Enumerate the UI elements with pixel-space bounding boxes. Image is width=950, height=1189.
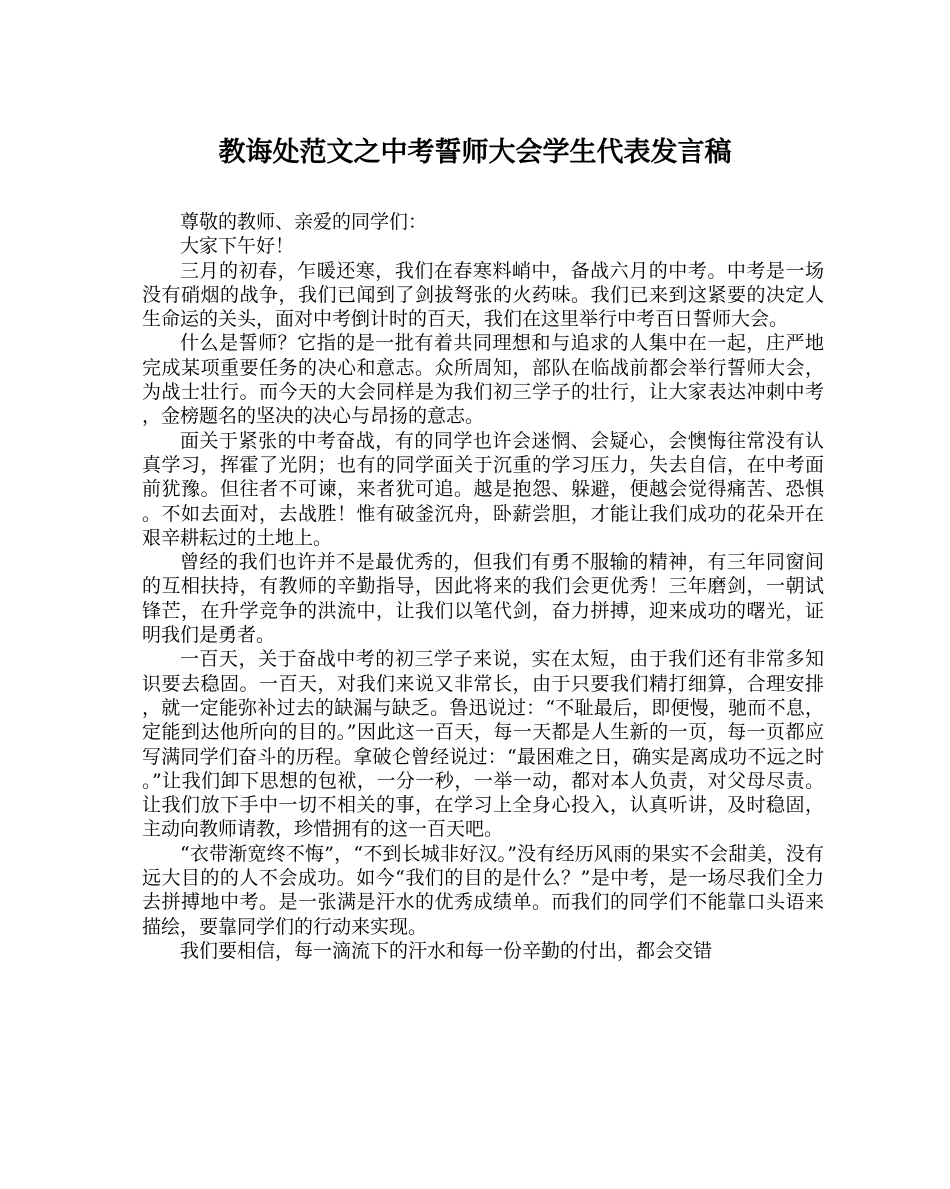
paragraph-past-selves: 曾经的我们也许并不是最优秀的，但我们有勇不服输的精神，有三年同窗间的互相扶持，有教师的辛勤指导，因此将来的我们会更优秀！三年磨剑，一朝试锋芒，在升学竞争的洪流中，让我们以笔代剑，奋力拼搏，迎来成功的曙光，证明我们是勇者。 xyxy=(142,551,824,647)
paragraph-goal: “衣带渐宽终不悔”，“不到长城非好汉。”没有经历风雨的果实不会甜美，没有远大目的的人不会成功。如今“我们的目的是什么？”是中考，是一场尽我们全力去拼搏地中考。是一张满是汗水的优秀成绩单。而我们的同学们不能靠口头语来描绘，要靠同学们的行动来实现。 xyxy=(142,842,824,938)
document-body xyxy=(142,210,824,963)
paragraph-face-pressure: 面关于紧张的中考奋战，有的同学也许会迷惘、会疑心，会懊悔往常没有认真学习，挥霍了光阴；也有的同学面关于沉重的学习压力，失去自信，在中考面前犹豫。但往者不可谏，来者犹可追。越是抱怨、躲避，便越会觉得痛苦、恐惧。不如去面对，去战胜！惟有破釜沉舟，卧薪尝胆，才能让我们成功的花朵开在艰辛耕耘过的土地上。 xyxy=(142,429,824,549)
paragraph-believe: 我们要相信，每一滴流下的汗水和每一份辛勤的付出，都会交错 xyxy=(180,939,713,962)
paragraph-hundred-days: 一百天，关于奋战中考的初三学子来说，实在太短，由于我们还有非常多知识要去稳固。一百天，对我们来说又非常长，由于只要我们精打细算，合理安排，就一定能弥补过去的缺漏与缺乏。鲁迅说过：“不耻最后，即便慢，驰而不息，定能到达他所向的目的。”因此这一百天，每一天都是人生新的一页，每一页都应写满同学们奋斗的历程。拿破仑曾经说过：“最困难之日，确实是离成功不远之时。”让我们卸下思想的包袱，一分一秒，一举一动，都对本人负责，对父母尽责。让我们放下手中一切不相关的事，在学习上全身心投入，认真听讲，及时稳固，主动向教师请教，珍惜拥有的这一百天吧。 xyxy=(142,648,824,841)
paragraph-salutation: 大家下午好！ xyxy=(180,235,295,258)
paragraph-greeting: 尊敬的教师、亲爱的同学们： xyxy=(180,211,428,233)
paragraph-intro: 三月的初春，乍暖还寒，我们在春寒料峭中，备战六月的中考。中考是一场没有硝烟的战争，我们已闻到了剑拔弩张的火药味。我们已来到这紧要的决定人生命运的关头，面对中考倒计时的百天，我们在这里举行中考百日誓师大会。 xyxy=(142,259,824,331)
page-title: 教诲处范文之中考誓师大会学生代表发言稿 xyxy=(218,137,732,168)
paragraph-oath-meaning: 什么是誓师？它指的是一批有着共同理想和与追求的人集中在一起，庄严地完成某项重要任务的决心和意志。众所周知，部队在临战前都会举行誓师大会，为战士壮行。而今天的大会同样是为我们初三学子的壮行，让大家表达冲刺中考，金榜题名的坚决的决心与昂扬的意志。 xyxy=(142,332,824,428)
